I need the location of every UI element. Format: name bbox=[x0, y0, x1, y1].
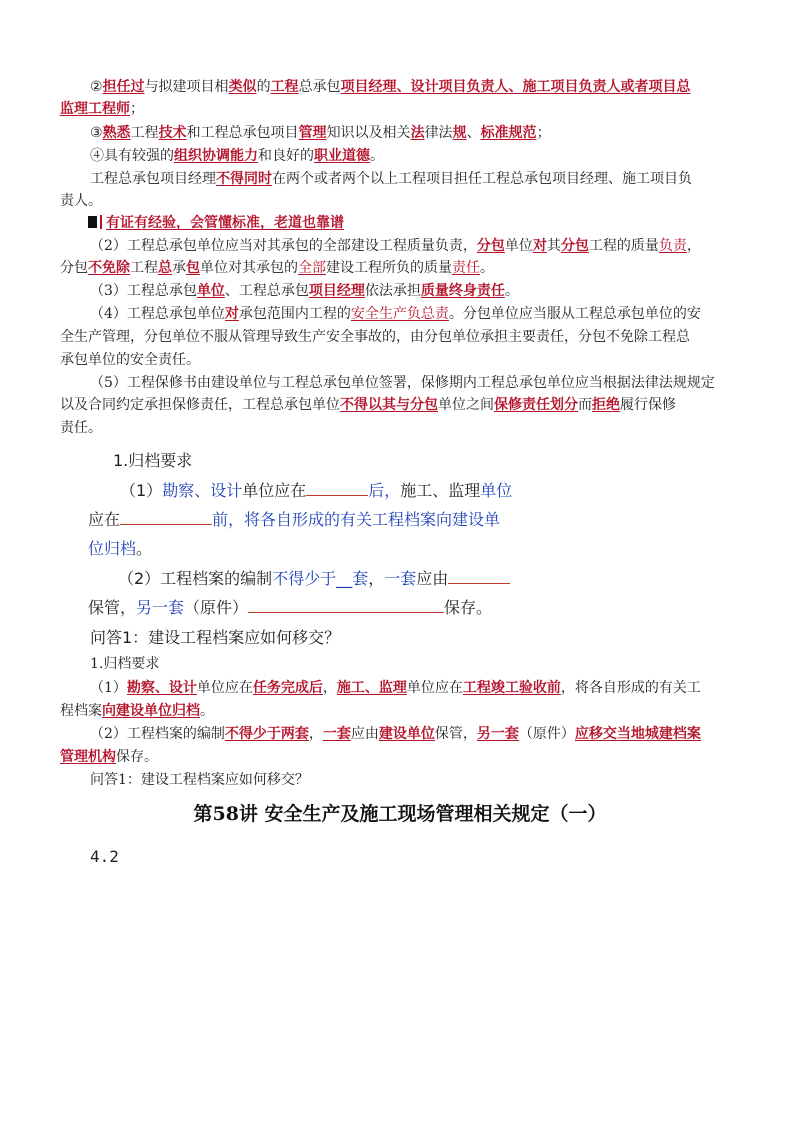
divider-bar bbox=[100, 215, 102, 229]
text: 工程 bbox=[130, 125, 159, 141]
highlight: 标准规范 bbox=[480, 125, 537, 141]
text: 分包 bbox=[60, 260, 88, 276]
text-line bbox=[90, 146, 384, 166]
quiz-line bbox=[90, 626, 340, 650]
text: ， bbox=[308, 726, 323, 742]
text: 以及合同约定承担保修责任，工程总承包单位 bbox=[60, 397, 340, 413]
highlight: 质量终身责任 bbox=[420, 283, 505, 299]
highlight: 包 bbox=[186, 260, 200, 276]
text-line bbox=[60, 395, 676, 415]
quiz-heading bbox=[113, 449, 192, 473]
highlight: 负责 bbox=[658, 238, 687, 254]
answer-line bbox=[60, 701, 214, 721]
text: 工程 bbox=[130, 260, 158, 276]
text: 问答1：建设工程档案应如何移交？ bbox=[90, 628, 341, 647]
text: 的 bbox=[256, 79, 271, 95]
highlight: 对 bbox=[532, 238, 547, 254]
text-line bbox=[60, 350, 200, 370]
square-bullet-icon bbox=[88, 216, 97, 228]
highlight: 全部 bbox=[298, 260, 326, 276]
text: 保存。 bbox=[116, 749, 158, 765]
text: ， bbox=[368, 569, 385, 588]
text: （1） bbox=[90, 680, 127, 696]
highlight: 总 bbox=[158, 260, 172, 276]
highlight: 管理机构 bbox=[60, 749, 116, 765]
tip-text: 有证有经验，会管懂标准，老道也靠谱 bbox=[106, 215, 344, 231]
text: 单位对其承包的 bbox=[200, 260, 298, 276]
highlight: 单位 bbox=[196, 283, 225, 299]
text: 程档案 bbox=[60, 703, 102, 719]
text: 保管， bbox=[434, 726, 477, 742]
highlight: 施工、监理 bbox=[336, 680, 407, 696]
text: 、工程总承包 bbox=[224, 283, 309, 299]
text-line bbox=[90, 236, 701, 256]
text: ； bbox=[536, 125, 551, 141]
text: 4.2 bbox=[90, 847, 119, 866]
text: （2）工程总承包单位应当对其承包的全部建设工程质量负责， bbox=[90, 238, 477, 254]
text: 单位应在 bbox=[196, 680, 253, 696]
highlight: 保修责任划分 bbox=[494, 397, 578, 413]
highlight: 组织协调能力 bbox=[174, 148, 258, 164]
answer-line bbox=[90, 724, 701, 744]
text: 。分包单位应当服从工程总承包单位的安 bbox=[448, 306, 701, 322]
text: 单位应在 bbox=[406, 680, 463, 696]
quiz-line bbox=[88, 537, 152, 561]
text: 。 bbox=[200, 703, 214, 719]
text: 知识以及相关 bbox=[326, 125, 411, 141]
keyword: 不得少于__套 bbox=[272, 569, 369, 588]
text: 依法承担 bbox=[364, 283, 421, 299]
section-number bbox=[90, 846, 119, 868]
text: （原件） bbox=[184, 598, 249, 617]
text: （5）工程保修书由建设单位与工程总承包单位签署，保修期内工程总承包单位应当根据法律法规规定 bbox=[90, 375, 715, 391]
keyword: 后， bbox=[368, 481, 401, 500]
text: 履行保修 bbox=[620, 397, 676, 413]
keyword: 向建设单 bbox=[436, 510, 501, 529]
text-line bbox=[90, 169, 692, 189]
highlight: 法 bbox=[410, 125, 425, 141]
text: 和良好的 bbox=[258, 148, 314, 164]
text: 责任。 bbox=[60, 420, 102, 436]
text: ，将各自形成的有关工 bbox=[560, 680, 701, 696]
highlight: 担任过 bbox=[102, 79, 145, 95]
highlight: 项目经理、设计项目负责人、施工项目负责人或者项目总 bbox=[340, 79, 691, 95]
keyword: 另一套 bbox=[136, 598, 185, 617]
text: 单位之间 bbox=[438, 397, 494, 413]
text-line bbox=[90, 304, 701, 324]
highlight: 监理工程师 bbox=[60, 101, 130, 117]
text: 律法 bbox=[424, 125, 453, 141]
text-line bbox=[60, 99, 144, 119]
fill-blank bbox=[306, 479, 368, 496]
highlight: 分包 bbox=[476, 238, 505, 254]
lecture-title bbox=[0, 800, 800, 828]
highlight: 分包 bbox=[560, 238, 589, 254]
text: 1.归档要求 bbox=[90, 656, 160, 672]
text: 、 bbox=[466, 125, 481, 141]
answer-line bbox=[90, 678, 701, 698]
highlight: 不得少于两套 bbox=[224, 726, 309, 742]
answer-heading bbox=[90, 654, 159, 674]
highlight: 对 bbox=[224, 306, 239, 322]
highlight: 职业道德 bbox=[314, 148, 370, 164]
memory-tip bbox=[88, 213, 344, 233]
text-line bbox=[90, 281, 519, 301]
keyword: 位归档 bbox=[88, 539, 137, 558]
text: （2）工程档案的编制 bbox=[90, 726, 225, 742]
text: （2）工程档案的编制 bbox=[118, 569, 273, 588]
text: 应在 bbox=[88, 510, 121, 529]
text-line bbox=[60, 327, 690, 347]
highlight: 向建设单位归档 bbox=[102, 703, 200, 719]
text: ② bbox=[90, 79, 103, 95]
highlight: 项目经理 bbox=[308, 283, 365, 299]
highlight: 任务完成后 bbox=[252, 680, 323, 696]
text-line bbox=[60, 191, 102, 211]
text: ； bbox=[130, 101, 144, 117]
text: 。 bbox=[370, 148, 384, 164]
text: 。 bbox=[480, 260, 494, 276]
text: 责人。 bbox=[60, 193, 102, 209]
text-line bbox=[90, 123, 551, 143]
text: 与拟建项目相 bbox=[144, 79, 229, 95]
highlight: 类似 bbox=[228, 79, 257, 95]
text: ③ bbox=[90, 125, 103, 141]
text: 单位应在 bbox=[242, 481, 307, 500]
highlight: 应移交当地城建档案 bbox=[574, 726, 701, 742]
highlight: 另一套 bbox=[476, 726, 519, 742]
highlight: 责任 bbox=[452, 260, 480, 276]
fill-blank bbox=[448, 567, 510, 584]
highlight: 不得以其与分包 bbox=[340, 397, 438, 413]
text: 而 bbox=[578, 397, 592, 413]
text: （原件） bbox=[518, 726, 575, 742]
highlight: 规 bbox=[452, 125, 467, 141]
quiz-line bbox=[118, 567, 510, 591]
text: 1.归档要求 bbox=[113, 451, 193, 470]
highlight: 一套 bbox=[322, 726, 351, 742]
highlight: 工程竣工验收前 bbox=[462, 680, 561, 696]
text: ， bbox=[686, 238, 701, 254]
text: 全生产管理，分包单位不服从管理导致生产安全事故的，由分包单位承担主要责任，分包不免除工程总 bbox=[60, 329, 690, 345]
text: ④具有较强的 bbox=[90, 148, 174, 164]
fill-blank bbox=[248, 596, 444, 613]
text: 应由 bbox=[416, 569, 449, 588]
highlight: 安全生产负总责 bbox=[350, 306, 449, 322]
text: ， bbox=[322, 680, 337, 696]
text-line bbox=[60, 418, 102, 438]
fill-blank bbox=[120, 508, 212, 525]
text: 和工程总承包项目 bbox=[186, 125, 299, 141]
keyword: 单位 bbox=[480, 481, 513, 500]
highlight: 不免除 bbox=[88, 260, 130, 276]
quiz-line bbox=[88, 596, 492, 620]
quiz-line bbox=[88, 508, 500, 532]
text: 应由 bbox=[350, 726, 379, 742]
highlight: 不得同时 bbox=[216, 171, 272, 187]
text: 承包单位的安全责任。 bbox=[60, 352, 200, 368]
title-text: 第58讲 安全生产及施工现场管理相关规定（一） bbox=[193, 803, 607, 825]
highlight: 拒绝 bbox=[592, 397, 620, 413]
text: 施工、监理 bbox=[400, 481, 481, 500]
text: 总承包 bbox=[298, 79, 341, 95]
highlight: 管理 bbox=[298, 125, 327, 141]
keyword: 前，将各自形成的有关工程档案 bbox=[212, 510, 437, 529]
text-line bbox=[90, 373, 715, 393]
text: 问答1：建设工程档案应如何移交？ bbox=[90, 772, 309, 788]
text: 建设工程所负的质量 bbox=[326, 260, 452, 276]
text-line bbox=[60, 258, 494, 278]
highlight: 技术 bbox=[158, 125, 187, 141]
highlight: 建设单位 bbox=[378, 726, 435, 742]
keyword: 勘察、设计 bbox=[162, 481, 243, 500]
text: 承包范围内工程的 bbox=[238, 306, 351, 322]
text: （3）工程总承包 bbox=[90, 283, 197, 299]
text: 工程的质量 bbox=[588, 238, 659, 254]
text: 。 bbox=[136, 539, 153, 558]
text: 承 bbox=[172, 260, 186, 276]
text-line bbox=[90, 77, 691, 97]
text: 保存。 bbox=[444, 598, 493, 617]
text: 单位 bbox=[504, 238, 533, 254]
answer-line bbox=[90, 770, 309, 790]
highlight: 熟悉 bbox=[102, 125, 131, 141]
answer-line bbox=[60, 747, 158, 767]
text: 。 bbox=[504, 283, 519, 299]
quiz-line bbox=[120, 479, 512, 503]
highlight: 勘察、设计 bbox=[126, 680, 197, 696]
text: 工程总承包项目经理 bbox=[90, 171, 216, 187]
text: 在两个或者两个以上工程项目担任工程总承包项目经理、施工项目负 bbox=[272, 171, 692, 187]
highlight: 工程 bbox=[270, 79, 299, 95]
text: （4）工程总承包单位 bbox=[90, 306, 225, 322]
text: 其 bbox=[546, 238, 561, 254]
text: 保管， bbox=[88, 598, 137, 617]
text: （1） bbox=[120, 481, 163, 500]
keyword: 一套 bbox=[384, 569, 417, 588]
